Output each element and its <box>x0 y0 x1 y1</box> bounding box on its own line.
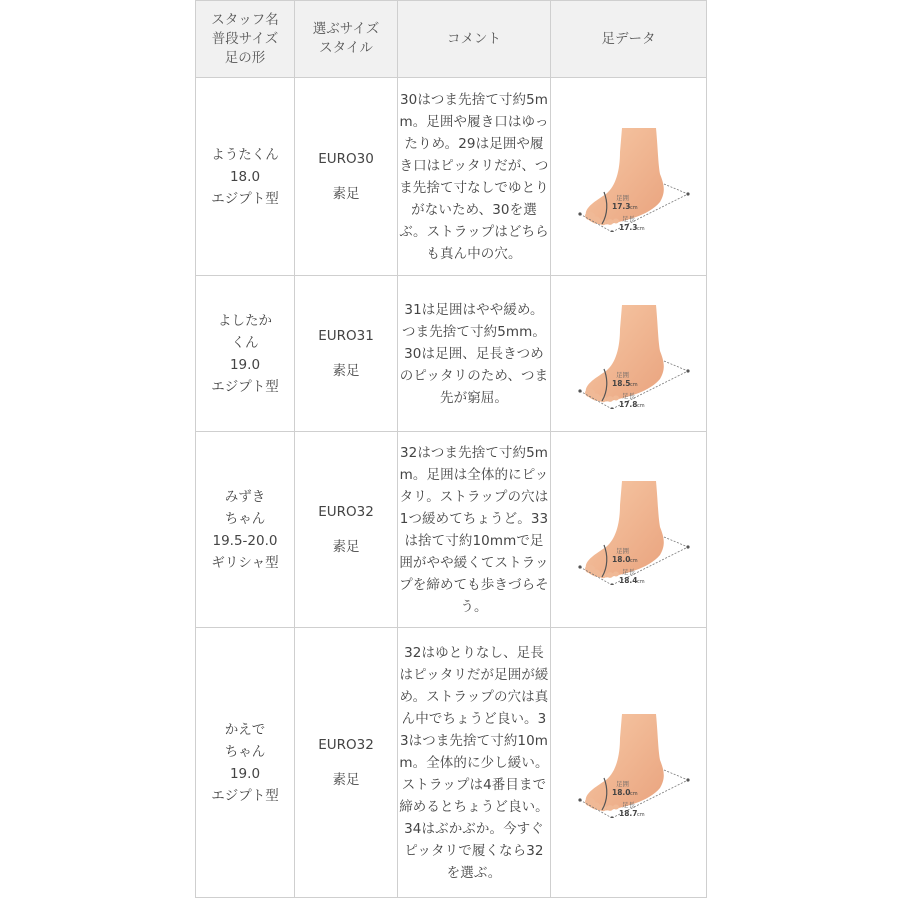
guide-dot <box>578 212 581 215</box>
girth-label: 足囲 <box>615 546 629 555</box>
size-table-wrapper <box>195 0 707 898</box>
header-row <box>196 1 707 78</box>
length-guide-line <box>664 770 688 780</box>
comment-cell: 30はつま先捨て寸約5mm。足囲や履き口はゆったりめ。29は足囲や履き口はピッタリだが、つま先捨て寸なしでゆとりがないため、30を選ぶ。ストラップはどちらも真ん中の穴。 <box>398 78 551 276</box>
girth-unit: cm <box>629 557 638 564</box>
size-comparison-table <box>195 0 707 898</box>
foot-illustration <box>564 299 694 409</box>
guide-dot <box>610 583 613 585</box>
style-label: 素足 <box>332 772 360 788</box>
length-guide-line <box>664 184 688 194</box>
guide-dot <box>578 798 581 801</box>
staff-cell <box>196 432 295 628</box>
header-size <box>295 1 398 78</box>
length-value: 18.4 <box>618 575 638 585</box>
length-unit: cm <box>636 811 645 818</box>
girth-unit: cm <box>629 204 638 211</box>
toe-shape <box>591 216 599 223</box>
length-unit: cm <box>636 225 645 232</box>
staff-line: ギリシャ型 <box>211 554 279 571</box>
girth-unit: cm <box>629 381 638 388</box>
girth-unit: cm <box>629 790 638 797</box>
guide-dot <box>686 545 689 548</box>
guide-dot <box>610 230 613 232</box>
toe-shape <box>591 802 599 809</box>
staff-line: かえで <box>224 721 266 738</box>
guide-dot <box>578 565 581 568</box>
toe-shape <box>606 572 613 578</box>
girth-value: 17.3 <box>611 201 631 211</box>
comment-cell: 32はつま先捨て寸約5mm。足囲は全体的にピッタリ。ストラップの穴は1つ緩めてちょうど。33は捨て寸約10mmで足囲がやや緩くてストラップを締めても歩きづらそう。 <box>398 432 551 628</box>
staff-line: 19.0 <box>229 765 261 782</box>
table-row <box>196 628 707 898</box>
staff-line: ようたくん <box>211 146 279 163</box>
chosen-size: EURO30 <box>318 151 374 167</box>
length-guide-line <box>664 361 688 371</box>
length-guide-line <box>664 537 688 547</box>
length-unit: cm <box>636 402 645 409</box>
header-staff <box>196 1 295 78</box>
header-staff-line: 足の形 <box>224 49 266 66</box>
girth-value: 18.5 <box>611 378 631 388</box>
girth-label: 足囲 <box>615 193 629 202</box>
foot-illustration <box>564 122 694 232</box>
girth-value: 18.0 <box>611 554 631 564</box>
guide-dot <box>686 369 689 372</box>
staff-cell <box>196 276 295 432</box>
staff-line: エジプト型 <box>211 378 279 395</box>
chosen-size: EURO32 <box>318 737 374 753</box>
guide-dot <box>686 778 689 781</box>
size-cell <box>295 628 398 898</box>
girth-label: 足囲 <box>615 779 629 788</box>
size-cell <box>295 78 398 276</box>
comment-cell: 32はゆとりなし、足長はピッタリだが足囲が緩め。ストラップの穴は真ん中でちょうど良い。33はつま先捨て寸約10mm。全体的に少し緩い。ストラップは4番目まで締めるとちょうど良い。34はぶかぶか。今すぐピッタリで履くなら32を選ぶ。 <box>398 628 551 898</box>
chosen-size: EURO32 <box>318 504 374 520</box>
length-value: 17.8 <box>618 399 638 409</box>
foot-data-cell <box>551 628 707 898</box>
length-label: 足長 <box>621 800 635 809</box>
toe-shape <box>606 805 613 811</box>
staff-line: エジプト型 <box>211 190 279 207</box>
foot-data-cell <box>551 432 707 628</box>
header-foot-data: 足データ <box>551 1 707 78</box>
length-value: 17.3 <box>618 222 638 232</box>
staff-cell <box>196 628 295 898</box>
foot-illustration <box>564 708 694 818</box>
header-staff-line: 普段サイズ <box>211 30 279 47</box>
comment-cell: 31は足囲はやや緩め。つま先捨て寸約5mm。30は足囲、足長きつめのピッタリのため、つま先が窮屈。 <box>398 276 551 432</box>
staff-line: ちゃん <box>224 510 266 527</box>
staff-line: よしたか <box>218 312 272 329</box>
staff-line: くん <box>231 334 259 351</box>
foot-illustration <box>564 475 694 585</box>
foot-data-cell <box>551 276 707 432</box>
staff-line: 19.0 <box>229 356 261 373</box>
style-label: 素足 <box>332 186 360 202</box>
style-label: 素足 <box>332 363 360 379</box>
girth-value: 18.0 <box>611 787 631 797</box>
header-staff-line: スタッフ名 <box>211 11 279 28</box>
length-unit: cm <box>636 578 645 585</box>
size-cell <box>295 276 398 432</box>
guide-dot <box>578 389 581 392</box>
table-row <box>196 432 707 628</box>
staff-line: エジプト型 <box>211 787 279 804</box>
length-value: 18.7 <box>618 808 638 818</box>
table-row <box>196 78 707 276</box>
chosen-size: EURO31 <box>318 328 374 344</box>
toe-shape <box>591 393 599 400</box>
girth-label: 足囲 <box>615 370 629 379</box>
toe-shape <box>606 219 613 225</box>
header-size-line: 選ぶサイズ <box>312 21 380 37</box>
foot-data-cell <box>551 78 707 276</box>
staff-cell <box>196 78 295 276</box>
staff-line: ちゃん <box>224 743 266 760</box>
toe-shape <box>606 396 613 402</box>
toe-shape <box>591 569 599 576</box>
size-cell <box>295 432 398 628</box>
staff-line: みずき <box>224 488 266 505</box>
guide-dot <box>610 816 613 818</box>
length-label: 足長 <box>621 214 635 223</box>
table-row <box>196 276 707 432</box>
length-label: 足長 <box>621 567 635 576</box>
guide-dot <box>610 407 613 409</box>
staff-line: 18.0 <box>229 168 261 185</box>
guide-dot <box>686 192 689 195</box>
header-comment: コメント <box>398 1 551 78</box>
style-label: 素足 <box>332 539 360 555</box>
header-size-line: スタイル <box>319 40 373 56</box>
length-label: 足長 <box>621 391 635 400</box>
staff-line: 19.5-20.0 <box>212 532 278 549</box>
